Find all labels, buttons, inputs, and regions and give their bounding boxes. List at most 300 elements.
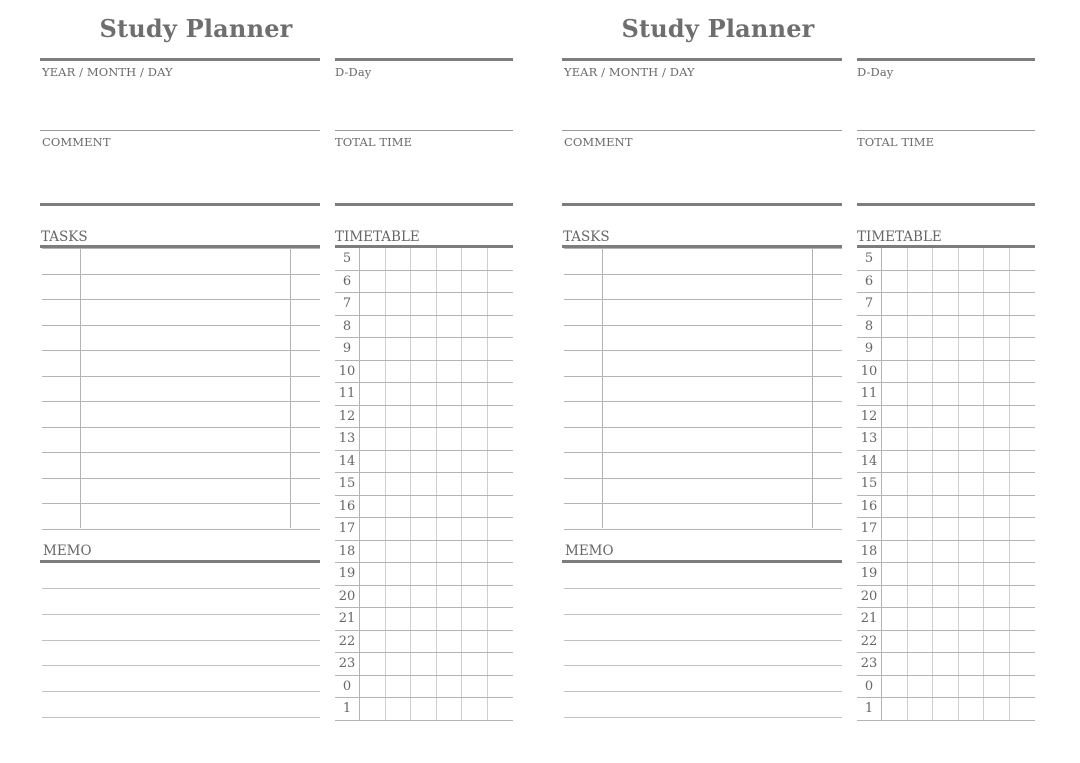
time-slot[interactable] [908, 496, 934, 518]
time-slot[interactable] [882, 316, 908, 338]
time-slot[interactable] [959, 338, 985, 360]
time-slot[interactable] [488, 653, 514, 675]
time-slot[interactable] [933, 496, 959, 518]
total-time-field-line[interactable] [857, 203, 1035, 206]
time-slot[interactable] [437, 473, 463, 495]
task-row[interactable] [564, 529, 842, 530]
time-slot[interactable] [959, 496, 985, 518]
time-slot[interactable] [882, 383, 908, 405]
time-slot[interactable] [462, 518, 488, 540]
time-slot[interactable] [462, 586, 488, 608]
tasks-grid[interactable] [564, 248, 842, 528]
time-slot[interactable] [959, 653, 985, 675]
task-row[interactable] [42, 299, 320, 300]
time-slot[interactable] [462, 563, 488, 585]
time-slot[interactable] [386, 428, 412, 450]
time-slot[interactable] [882, 563, 908, 585]
time-slot[interactable] [1010, 338, 1036, 360]
time-slot[interactable] [386, 518, 412, 540]
time-slot[interactable] [360, 383, 386, 405]
time-slot[interactable] [437, 653, 463, 675]
time-slot[interactable] [959, 676, 985, 698]
time-slot[interactable] [411, 563, 437, 585]
time-slot[interactable] [908, 293, 934, 315]
total-time-field-line[interactable] [335, 203, 513, 206]
memo-line[interactable] [42, 691, 320, 692]
time-slot[interactable] [360, 428, 386, 450]
time-slot[interactable] [984, 271, 1010, 293]
time-slot[interactable] [882, 271, 908, 293]
time-slot[interactable] [386, 338, 412, 360]
timetable-grid[interactable] [857, 248, 1035, 721]
time-slot[interactable] [882, 451, 908, 473]
time-slot[interactable] [411, 518, 437, 540]
time-slot[interactable] [386, 563, 412, 585]
time-slot[interactable] [933, 676, 959, 698]
time-slot[interactable] [488, 563, 514, 585]
time-slot[interactable] [411, 541, 437, 563]
task-row[interactable] [564, 274, 842, 275]
time-slot[interactable] [386, 248, 412, 270]
time-slot[interactable] [933, 383, 959, 405]
time-slot[interactable] [959, 451, 985, 473]
time-slot[interactable] [411, 428, 437, 450]
time-slot[interactable] [360, 316, 386, 338]
time-slot[interactable] [462, 383, 488, 405]
time-slot[interactable] [462, 406, 488, 428]
memo-line[interactable] [42, 717, 320, 718]
time-slot[interactable] [882, 428, 908, 450]
time-slot[interactable] [360, 406, 386, 428]
time-slot[interactable] [984, 496, 1010, 518]
time-slot[interactable] [933, 361, 959, 383]
time-slot[interactable] [908, 406, 934, 428]
task-row[interactable] [564, 248, 842, 249]
time-slot[interactable] [984, 473, 1010, 495]
time-slot[interactable] [984, 428, 1010, 450]
time-slot[interactable] [462, 316, 488, 338]
memo-line[interactable] [42, 588, 320, 589]
comment-field-line[interactable] [562, 203, 842, 206]
time-slot[interactable] [959, 608, 985, 630]
time-slot[interactable] [437, 293, 463, 315]
memo-line[interactable] [42, 614, 320, 615]
task-row[interactable] [42, 503, 320, 504]
time-slot[interactable] [933, 406, 959, 428]
time-slot[interactable] [882, 248, 908, 270]
task-row[interactable] [42, 248, 320, 249]
time-slot[interactable] [984, 293, 1010, 315]
time-slot[interactable] [411, 316, 437, 338]
time-slot[interactable] [882, 361, 908, 383]
time-slot[interactable] [360, 473, 386, 495]
time-slot[interactable] [1010, 451, 1036, 473]
time-slot[interactable] [882, 518, 908, 540]
time-slot[interactable] [437, 338, 463, 360]
time-slot[interactable] [462, 451, 488, 473]
task-row[interactable] [564, 376, 842, 377]
time-slot[interactable] [1010, 293, 1036, 315]
task-row[interactable] [564, 325, 842, 326]
time-slot[interactable] [488, 428, 514, 450]
time-slot[interactable] [933, 316, 959, 338]
time-slot[interactable] [908, 451, 934, 473]
time-slot[interactable] [984, 563, 1010, 585]
time-slot[interactable] [984, 631, 1010, 653]
time-slot[interactable] [462, 293, 488, 315]
time-slot[interactable] [908, 608, 934, 630]
time-slot[interactable] [882, 608, 908, 630]
time-slot[interactable] [984, 586, 1010, 608]
time-slot[interactable] [462, 361, 488, 383]
date-field-line[interactable] [40, 130, 320, 131]
time-slot[interactable] [984, 451, 1010, 473]
time-slot[interactable] [1010, 676, 1036, 698]
time-slot[interactable] [462, 473, 488, 495]
time-slot[interactable] [411, 248, 437, 270]
task-row[interactable] [42, 350, 320, 351]
time-slot[interactable] [959, 383, 985, 405]
time-slot[interactable] [386, 293, 412, 315]
time-slot[interactable] [959, 698, 985, 720]
time-slot[interactable] [360, 338, 386, 360]
dday-field-line[interactable] [857, 130, 1035, 131]
time-slot[interactable] [984, 406, 1010, 428]
time-slot[interactable] [488, 518, 514, 540]
time-slot[interactable] [882, 586, 908, 608]
time-slot[interactable] [488, 361, 514, 383]
time-slot[interactable] [959, 406, 985, 428]
time-slot[interactable] [386, 676, 412, 698]
time-slot[interactable] [1010, 608, 1036, 630]
time-slot[interactable] [1010, 361, 1036, 383]
time-slot[interactable] [882, 473, 908, 495]
time-slot[interactable] [933, 653, 959, 675]
time-slot[interactable] [933, 271, 959, 293]
time-slot[interactable] [882, 631, 908, 653]
time-slot[interactable] [411, 473, 437, 495]
time-slot[interactable] [437, 496, 463, 518]
time-slot[interactable] [908, 698, 934, 720]
time-slot[interactable] [882, 496, 908, 518]
task-row[interactable] [564, 452, 842, 453]
time-slot[interactable] [959, 428, 985, 450]
task-row[interactable] [42, 401, 320, 402]
time-slot[interactable] [959, 541, 985, 563]
time-slot[interactable] [1010, 473, 1036, 495]
time-slot[interactable] [959, 586, 985, 608]
time-slot[interactable] [984, 541, 1010, 563]
time-slot[interactable] [411, 383, 437, 405]
time-slot[interactable] [1010, 316, 1036, 338]
time-slot[interactable] [933, 608, 959, 630]
time-slot[interactable] [1010, 518, 1036, 540]
time-slot[interactable] [933, 338, 959, 360]
time-slot[interactable] [908, 518, 934, 540]
date-field-line[interactable] [562, 130, 842, 131]
time-slot[interactable] [360, 541, 386, 563]
time-slot[interactable] [908, 338, 934, 360]
time-slot[interactable] [933, 473, 959, 495]
time-slot[interactable] [984, 383, 1010, 405]
time-slot[interactable] [437, 406, 463, 428]
time-slot[interactable] [462, 541, 488, 563]
task-row[interactable] [42, 376, 320, 377]
time-slot[interactable] [411, 698, 437, 720]
time-slot[interactable] [386, 406, 412, 428]
time-slot[interactable] [437, 631, 463, 653]
time-slot[interactable] [386, 473, 412, 495]
task-row[interactable] [42, 452, 320, 453]
time-slot[interactable] [360, 608, 386, 630]
time-slot[interactable] [488, 338, 514, 360]
time-slot[interactable] [908, 316, 934, 338]
time-slot[interactable] [437, 608, 463, 630]
time-slot[interactable] [360, 271, 386, 293]
task-row[interactable] [42, 274, 320, 275]
time-slot[interactable] [462, 608, 488, 630]
time-slot[interactable] [933, 541, 959, 563]
time-slot[interactable] [411, 271, 437, 293]
time-slot[interactable] [488, 293, 514, 315]
task-row[interactable] [564, 478, 842, 479]
time-slot[interactable] [1010, 631, 1036, 653]
time-slot[interactable] [462, 676, 488, 698]
time-slot[interactable] [386, 496, 412, 518]
time-slot[interactable] [908, 383, 934, 405]
time-slot[interactable] [908, 631, 934, 653]
time-slot[interactable] [488, 496, 514, 518]
time-slot[interactable] [386, 586, 412, 608]
time-slot[interactable] [984, 338, 1010, 360]
time-slot[interactable] [360, 248, 386, 270]
time-slot[interactable] [984, 518, 1010, 540]
time-slot[interactable] [360, 496, 386, 518]
time-slot[interactable] [488, 586, 514, 608]
time-slot[interactable] [411, 631, 437, 653]
time-slot[interactable] [908, 586, 934, 608]
memo-line[interactable] [564, 717, 842, 718]
time-slot[interactable] [386, 698, 412, 720]
time-slot[interactable] [437, 271, 463, 293]
time-slot[interactable] [908, 473, 934, 495]
time-slot[interactable] [462, 653, 488, 675]
time-slot[interactable] [386, 271, 412, 293]
time-slot[interactable] [462, 271, 488, 293]
time-slot[interactable] [360, 293, 386, 315]
time-slot[interactable] [1010, 496, 1036, 518]
task-row[interactable] [42, 529, 320, 530]
task-row[interactable] [564, 503, 842, 504]
time-slot[interactable] [882, 406, 908, 428]
time-slot[interactable] [984, 676, 1010, 698]
time-slot[interactable] [411, 293, 437, 315]
time-slot[interactable] [488, 698, 514, 720]
dday-field-line[interactable] [335, 130, 513, 131]
time-slot[interactable] [488, 271, 514, 293]
time-slot[interactable] [933, 293, 959, 315]
time-slot[interactable] [462, 698, 488, 720]
time-slot[interactable] [1010, 406, 1036, 428]
time-slot[interactable] [386, 541, 412, 563]
time-slot[interactable] [360, 698, 386, 720]
time-slot[interactable] [462, 428, 488, 450]
time-slot[interactable] [437, 316, 463, 338]
task-row[interactable] [564, 299, 842, 300]
memo-line[interactable] [564, 614, 842, 615]
time-slot[interactable] [488, 473, 514, 495]
time-slot[interactable] [360, 518, 386, 540]
task-row[interactable] [564, 427, 842, 428]
time-slot[interactable] [959, 248, 985, 270]
time-slot[interactable] [411, 586, 437, 608]
time-slot[interactable] [437, 451, 463, 473]
time-slot[interactable] [386, 608, 412, 630]
time-slot[interactable] [984, 608, 1010, 630]
time-slot[interactable] [959, 563, 985, 585]
time-slot[interactable] [462, 248, 488, 270]
time-slot[interactable] [882, 338, 908, 360]
time-slot[interactable] [488, 608, 514, 630]
time-slot[interactable] [908, 361, 934, 383]
time-slot[interactable] [386, 653, 412, 675]
time-slot[interactable] [437, 586, 463, 608]
time-slot[interactable] [462, 338, 488, 360]
time-slot[interactable] [882, 698, 908, 720]
task-row[interactable] [42, 478, 320, 479]
task-row[interactable] [564, 350, 842, 351]
time-slot[interactable] [411, 676, 437, 698]
time-slot[interactable] [1010, 586, 1036, 608]
time-slot[interactable] [984, 653, 1010, 675]
time-slot[interactable] [360, 676, 386, 698]
time-slot[interactable] [959, 361, 985, 383]
time-slot[interactable] [908, 541, 934, 563]
task-row[interactable] [42, 325, 320, 326]
time-slot[interactable] [984, 698, 1010, 720]
memo-line[interactable] [564, 665, 842, 666]
time-slot[interactable] [933, 631, 959, 653]
time-slot[interactable] [437, 698, 463, 720]
task-row[interactable] [42, 427, 320, 428]
time-slot[interactable] [437, 428, 463, 450]
memo-line[interactable] [564, 588, 842, 589]
tasks-grid[interactable] [42, 248, 320, 528]
time-slot[interactable] [933, 698, 959, 720]
time-slot[interactable] [411, 451, 437, 473]
time-slot[interactable] [437, 361, 463, 383]
time-slot[interactable] [411, 338, 437, 360]
time-slot[interactable] [488, 383, 514, 405]
time-slot[interactable] [411, 361, 437, 383]
time-slot[interactable] [386, 383, 412, 405]
time-slot[interactable] [386, 631, 412, 653]
time-slot[interactable] [488, 676, 514, 698]
time-slot[interactable] [882, 293, 908, 315]
time-slot[interactable] [488, 316, 514, 338]
time-slot[interactable] [1010, 248, 1036, 270]
time-slot[interactable] [411, 496, 437, 518]
time-slot[interactable] [360, 361, 386, 383]
time-slot[interactable] [882, 653, 908, 675]
time-slot[interactable] [437, 541, 463, 563]
time-slot[interactable] [488, 631, 514, 653]
time-slot[interactable] [386, 361, 412, 383]
time-slot[interactable] [984, 316, 1010, 338]
time-slot[interactable] [933, 248, 959, 270]
time-slot[interactable] [882, 541, 908, 563]
time-slot[interactable] [462, 631, 488, 653]
time-slot[interactable] [360, 653, 386, 675]
time-slot[interactable] [933, 451, 959, 473]
time-slot[interactable] [959, 518, 985, 540]
time-slot[interactable] [360, 586, 386, 608]
time-slot[interactable] [1010, 428, 1036, 450]
timetable-grid[interactable] [335, 248, 513, 721]
time-slot[interactable] [933, 518, 959, 540]
time-slot[interactable] [959, 316, 985, 338]
memo-line[interactable] [42, 640, 320, 641]
time-slot[interactable] [411, 406, 437, 428]
time-slot[interactable] [437, 563, 463, 585]
time-slot[interactable] [488, 248, 514, 270]
time-slot[interactable] [1010, 563, 1036, 585]
time-slot[interactable] [984, 361, 1010, 383]
time-slot[interactable] [411, 608, 437, 630]
time-slot[interactable] [386, 316, 412, 338]
time-slot[interactable] [933, 428, 959, 450]
time-slot[interactable] [959, 293, 985, 315]
time-slot[interactable] [908, 676, 934, 698]
memo-line[interactable] [564, 691, 842, 692]
time-slot[interactable] [933, 563, 959, 585]
time-slot[interactable] [1010, 653, 1036, 675]
time-slot[interactable] [437, 518, 463, 540]
time-slot[interactable] [437, 248, 463, 270]
time-slot[interactable] [908, 653, 934, 675]
time-slot[interactable] [908, 271, 934, 293]
time-slot[interactable] [1010, 541, 1036, 563]
time-slot[interactable] [1010, 271, 1036, 293]
time-slot[interactable] [360, 631, 386, 653]
time-slot[interactable] [933, 586, 959, 608]
time-slot[interactable] [386, 451, 412, 473]
time-slot[interactable] [437, 383, 463, 405]
time-slot[interactable] [488, 406, 514, 428]
time-slot[interactable] [437, 676, 463, 698]
task-row[interactable] [564, 401, 842, 402]
comment-field-line[interactable] [40, 203, 320, 206]
memo-line[interactable] [42, 665, 320, 666]
time-slot[interactable] [908, 248, 934, 270]
time-slot[interactable] [959, 473, 985, 495]
time-slot[interactable] [959, 631, 985, 653]
time-slot[interactable] [908, 563, 934, 585]
time-slot[interactable] [908, 428, 934, 450]
time-slot[interactable] [1010, 383, 1036, 405]
time-slot[interactable] [1010, 698, 1036, 720]
time-slot[interactable] [984, 248, 1010, 270]
memo-line[interactable] [564, 640, 842, 641]
time-slot[interactable] [411, 653, 437, 675]
time-slot[interactable] [488, 451, 514, 473]
time-slot[interactable] [462, 496, 488, 518]
time-slot[interactable] [488, 541, 514, 563]
time-slot[interactable] [882, 676, 908, 698]
time-slot[interactable] [360, 563, 386, 585]
time-slot[interactable] [360, 451, 386, 473]
time-slot[interactable] [959, 271, 985, 293]
